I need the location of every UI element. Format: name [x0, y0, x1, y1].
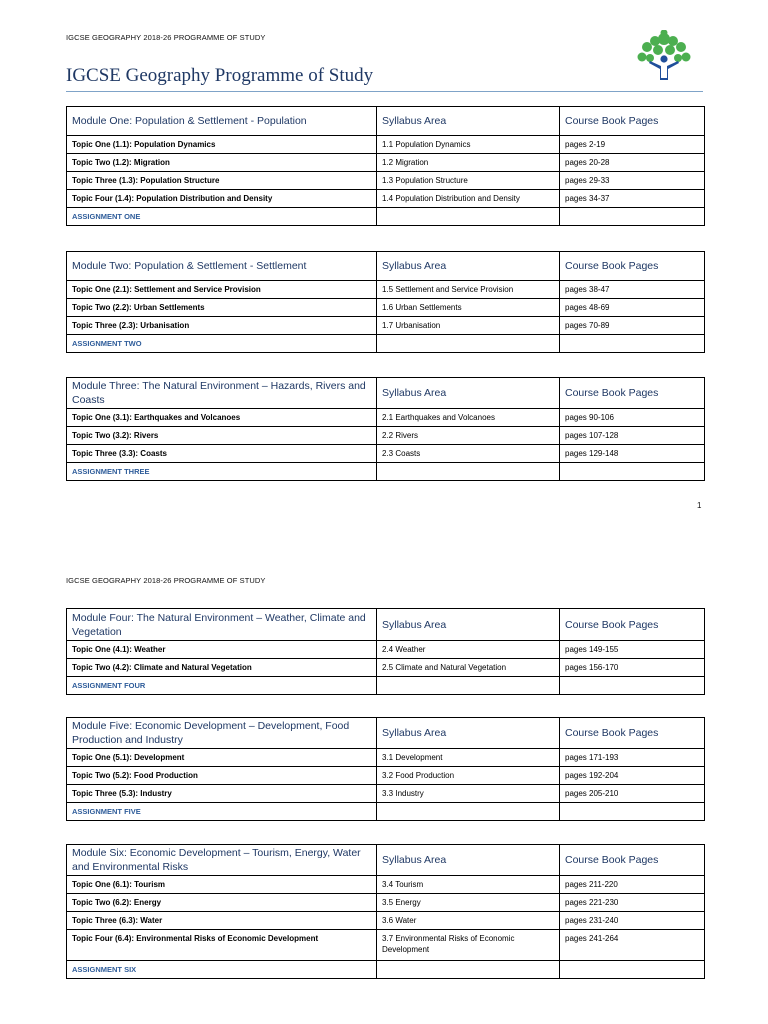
syllabus-area-cell: 3.1 Development — [377, 749, 560, 767]
assignment-row — [67, 961, 705, 979]
table-row — [67, 299, 705, 317]
topic-cell: Topic Two (3.2): Rivers — [67, 427, 377, 445]
pages-cell: pages 171-193 — [560, 749, 705, 767]
topic-cell: Topic One (1.1): Population Dynamics — [67, 136, 377, 154]
table-row — [67, 641, 705, 659]
syllabus-area-cell: 2.1 Earthquakes and Volcanoes — [377, 409, 560, 427]
empty-cell — [377, 463, 560, 481]
topic-cell: Topic One (5.1): Development — [67, 749, 377, 767]
assignment-row — [67, 463, 705, 481]
module-title: Module Two: Population & Settlement - Settlement — [67, 252, 377, 281]
pages-cell: pages 231-240 — [560, 912, 705, 930]
topic-cell: Topic Three (1.3): Population Structure — [67, 172, 377, 190]
course-book-pages-header: Course Book Pages — [560, 845, 705, 876]
table-row — [67, 154, 705, 172]
topic-cell: Topic One (4.1): Weather — [67, 641, 377, 659]
course-book-pages-header: Course Book Pages — [560, 609, 705, 641]
syllabus-area-cell: 1.2 Migration — [377, 154, 560, 172]
syllabus-area-cell: 1.5 Settlement and Service Provision — [377, 281, 560, 299]
topic-cell: Topic Three (3.3): Coasts — [67, 445, 377, 463]
tree-person-logo-icon — [634, 30, 694, 82]
syllabus-area-cell: 3.7 Environmental Risks of Economic Development — [377, 930, 560, 961]
page-header: IGCSE GEOGRAPHY 2018-26 PROGRAMME OF STUDY — [66, 576, 266, 585]
table-row — [67, 749, 705, 767]
assignment-cell: ASSIGNMENT ONE — [67, 208, 377, 226]
table-row — [67, 409, 705, 427]
module-table — [66, 377, 705, 481]
syllabus-area-cell: 3.3 Industry — [377, 785, 560, 803]
table-row — [67, 445, 705, 463]
pages-cell: pages 34-37 — [560, 190, 705, 208]
topic-cell: Topic Two (5.2): Food Production — [67, 767, 377, 785]
table-row — [67, 136, 705, 154]
pages-cell: pages 20-28 — [560, 154, 705, 172]
syllabus-area-header: Syllabus Area — [377, 107, 560, 136]
topic-cell: Topic One (3.1): Earthquakes and Volcanoes — [67, 409, 377, 427]
table-row — [67, 427, 705, 445]
topic-cell: Topic Three (2.3): Urbanisation — [67, 317, 377, 335]
table-row — [67, 767, 705, 785]
empty-cell — [377, 803, 560, 821]
topic-cell: Topic Two (6.2): Energy — [67, 894, 377, 912]
syllabus-area-cell: 3.5 Energy — [377, 894, 560, 912]
module-title: Module Three: The Natural Environment – Hazards, Rivers and Coasts — [67, 378, 377, 409]
syllabus-area-cell: 2.5 Climate and Natural Vegetation — [377, 659, 560, 677]
syllabus-area-header: Syllabus Area — [377, 609, 560, 641]
page-header: IGCSE GEOGRAPHY 2018-26 PROGRAMME OF STUDY — [66, 33, 266, 42]
course-book-pages-header: Course Book Pages — [560, 718, 705, 749]
topic-cell: Topic Two (1.2): Migration — [67, 154, 377, 172]
assignment-row — [67, 208, 705, 226]
syllabus-area-cell: 3.2 Food Production — [377, 767, 560, 785]
syllabus-area-cell: 1.6 Urban Settlements — [377, 299, 560, 317]
course-book-pages-header: Course Book Pages — [560, 107, 705, 136]
pages-cell: pages 2-19 — [560, 136, 705, 154]
module-title: Module One: Population & Settlement - Population — [67, 107, 377, 136]
syllabus-area-header: Syllabus Area — [377, 252, 560, 281]
assignment-row — [67, 335, 705, 353]
assignment-row — [67, 677, 705, 695]
page-number: 1 — [697, 501, 702, 510]
table-row — [67, 659, 705, 677]
table-row — [67, 317, 705, 335]
syllabus-area-cell: 1.4 Population Distribution and Density — [377, 190, 560, 208]
table-row — [67, 876, 705, 894]
syllabus-area-header: Syllabus Area — [377, 378, 560, 409]
pages-cell: pages 90-106 — [560, 409, 705, 427]
empty-cell — [560, 677, 705, 695]
syllabus-area-header: Syllabus Area — [377, 718, 560, 749]
topic-cell: Topic Four (6.4): Environmental Risks of Economic Development — [67, 930, 377, 961]
syllabus-area-cell: 3.6 Water — [377, 912, 560, 930]
module-table — [66, 608, 705, 695]
syllabus-area-cell: 2.2 Rivers — [377, 427, 560, 445]
pages-cell: pages 29-33 — [560, 172, 705, 190]
course-book-pages-header: Course Book Pages — [560, 378, 705, 409]
empty-cell — [560, 335, 705, 353]
empty-cell — [560, 463, 705, 481]
empty-cell — [560, 961, 705, 979]
table-row — [67, 894, 705, 912]
topic-cell: Topic Three (6.3): Water — [67, 912, 377, 930]
page-title: IGCSE Geography Programme of Study — [66, 65, 374, 86]
pages-cell: pages 70-89 — [560, 317, 705, 335]
syllabus-area-cell: 1.1 Population Dynamics — [377, 136, 560, 154]
pages-cell: pages 205-210 — [560, 785, 705, 803]
pages-cell: pages 129-148 — [560, 445, 705, 463]
table-row — [67, 785, 705, 803]
module-table — [66, 106, 705, 226]
module-table — [66, 844, 705, 979]
table-row — [67, 912, 705, 930]
pages-cell: pages 107-128 — [560, 427, 705, 445]
title-divider — [66, 91, 703, 92]
empty-cell — [377, 335, 560, 353]
assignment-cell: ASSIGNMENT FOUR — [67, 677, 377, 695]
table-row — [67, 172, 705, 190]
table-row — [67, 930, 705, 961]
syllabus-area-cell: 1.3 Population Structure — [377, 172, 560, 190]
module-title: Module Four: The Natural Environment – Weather, Climate and Vegetation — [67, 609, 377, 641]
assignment-row — [67, 803, 705, 821]
pages-cell: pages 149-155 — [560, 641, 705, 659]
topic-cell: Topic Four (1.4): Population Distribution and Density — [67, 190, 377, 208]
table-row — [67, 281, 705, 299]
module-table — [66, 251, 705, 353]
assignment-cell: ASSIGNMENT FIVE — [67, 803, 377, 821]
table-row — [67, 190, 705, 208]
pages-cell: pages 48-69 — [560, 299, 705, 317]
topic-cell: Topic Three (5.3): Industry — [67, 785, 377, 803]
topic-cell: Topic One (2.1): Settlement and Service Provision — [67, 281, 377, 299]
module-table — [66, 717, 705, 821]
pages-cell: pages 192-204 — [560, 767, 705, 785]
syllabus-area-cell: 2.4 Weather — [377, 641, 560, 659]
module-title: Module Five: Economic Development – Development, Food Production and Industry — [67, 718, 377, 749]
assignment-cell: ASSIGNMENT THREE — [67, 463, 377, 481]
empty-cell — [560, 208, 705, 226]
topic-cell: Topic Two (4.2): Climate and Natural Vegetation — [67, 659, 377, 677]
empty-cell — [377, 208, 560, 226]
assignment-cell: ASSIGNMENT TWO — [67, 335, 377, 353]
pages-cell: pages 156-170 — [560, 659, 705, 677]
pages-cell: pages 241-264 — [560, 930, 705, 961]
syllabus-area-cell: 2.3 Coasts — [377, 445, 560, 463]
empty-cell — [560, 803, 705, 821]
empty-cell — [377, 677, 560, 695]
pages-cell: pages 221-230 — [560, 894, 705, 912]
syllabus-area-cell: 1.7 Urbanisation — [377, 317, 560, 335]
assignment-cell: ASSIGNMENT SIX — [67, 961, 377, 979]
topic-cell: Topic One (6.1): Tourism — [67, 876, 377, 894]
empty-cell — [377, 961, 560, 979]
topic-cell: Topic Two (2.2): Urban Settlements — [67, 299, 377, 317]
pages-cell: pages 211-220 — [560, 876, 705, 894]
module-title: Module Six: Economic Development – Tourism, Energy, Water and Environmental Risks — [67, 845, 377, 876]
syllabus-area-cell: 3.4 Tourism — [377, 876, 560, 894]
course-book-pages-header: Course Book Pages — [560, 252, 705, 281]
pages-cell: pages 38-47 — [560, 281, 705, 299]
syllabus-area-header: Syllabus Area — [377, 845, 560, 876]
